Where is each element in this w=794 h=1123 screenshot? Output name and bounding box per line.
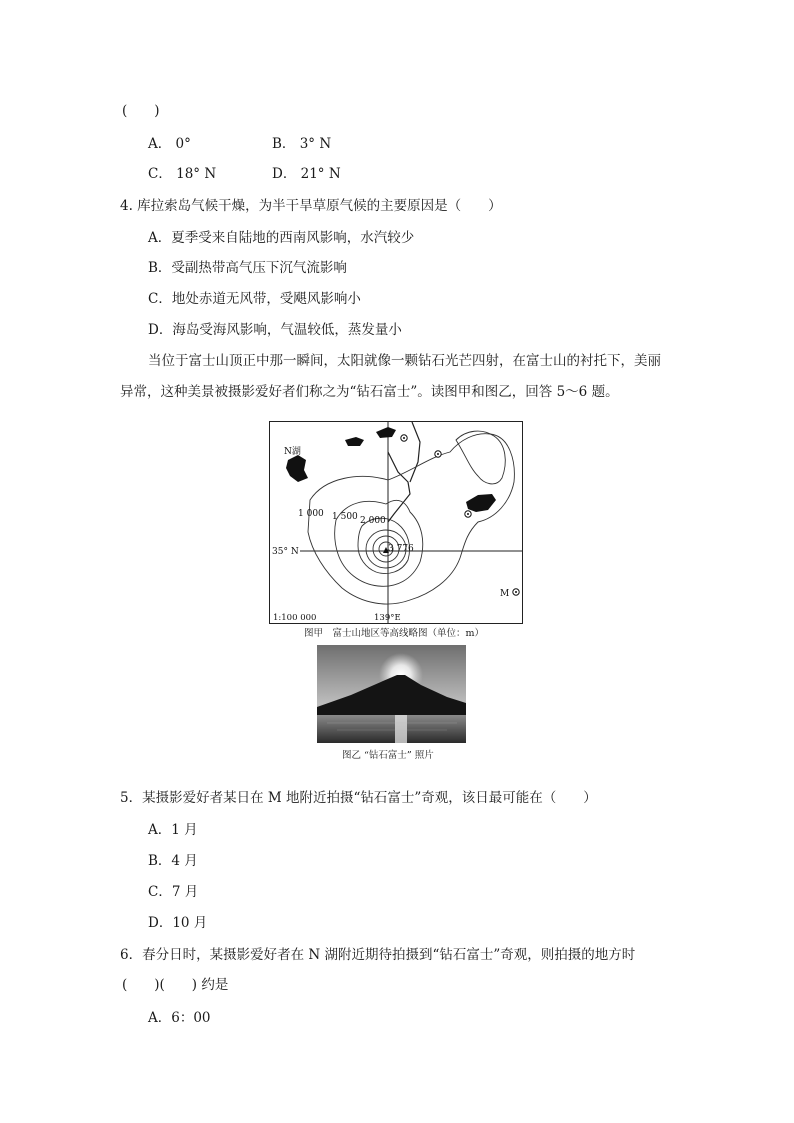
contour-ne [456,431,505,484]
q4-stem: 4. 库拉索岛气候干燥，为半干旱草原气候的主要原因是（ ） [120,198,502,214]
label-point-m: M [500,589,510,599]
q6-option-a[interactable]: A．6：00 [148,1010,211,1026]
q3-option-a[interactable]: A． 0° [148,136,191,152]
passage-line-1: 当位于富士山顶正中那一瞬间，太阳就像一颗钻石光芒四射，在富士山的衬托下，美丽 [148,353,661,369]
figure-a-caption: 图甲 富士山地区等高线略图（单位：m） [304,628,485,639]
q3-option-d[interactable]: D． 21° N [272,166,341,182]
q5-stem: 5．某摄影爱好者某日在 M 地附近拍摄“钻石富士”奇观，该日最可能在（ ） [120,790,597,806]
lake-shape [466,494,496,512]
q5-option-d[interactable]: D．10 月 [148,915,208,931]
q4-option-a[interactable]: A．夏季受来自陆地的西南风影响，水汽较少 [148,230,415,246]
diamond-fuji-photo [317,645,466,743]
label-contour-1500: 1 500 [332,512,358,522]
q6-stem-cont: ( )( ) 约是 [122,977,229,993]
q5-option-b[interactable]: B．4 月 [148,853,198,869]
label-scale: 1:100 000 [273,613,317,623]
label-latitude: 35° N [272,547,299,557]
passage-line-2: 异常，这种美景被摄影爱好者们称之为“钻石富士”。读图甲和图乙，回答 5～6 题。 [120,384,619,400]
q5-option-a[interactable]: A．1 月 [148,822,198,838]
label-longitude: 139°E [374,613,401,623]
river-line [410,422,420,482]
lake-shape [345,437,364,446]
q3-stem-tail: ( ) [122,103,160,119]
label-n-lake: N湖 [284,447,301,457]
label-contour-1000: 1 000 [298,509,324,519]
q5-option-c[interactable]: C．7 月 [148,884,199,900]
label-contour-2000: 2 000 [360,516,386,526]
q3-option-c[interactable]: C． 18° N [148,166,217,182]
figure-b-caption: 图乙 “钻石富士” 照片 [342,750,434,761]
contour-map-graphic [270,422,522,623]
lake-shape [376,427,396,438]
q4-option-b[interactable]: B．受副热带高气压下沉气流影响 [148,260,347,276]
q4-option-d[interactable]: D．海岛受海风影响，气温较低，蒸发量小 [148,322,402,338]
n-lake-shape [286,455,308,482]
q6-stem: 6．春分日时，某摄影爱好者在 N 湖附近期待拍摄到“钻石富士”奇观，则拍摄的地方时 [120,947,636,963]
river-line [388,452,410,522]
q3-option-b[interactable]: B． 3° N [272,136,332,152]
q4-option-c[interactable]: C．地处赤道无风带，受飓风影响小 [148,291,361,307]
contour-map [269,421,523,624]
label-peak-elevation: 3 776 [388,544,414,554]
